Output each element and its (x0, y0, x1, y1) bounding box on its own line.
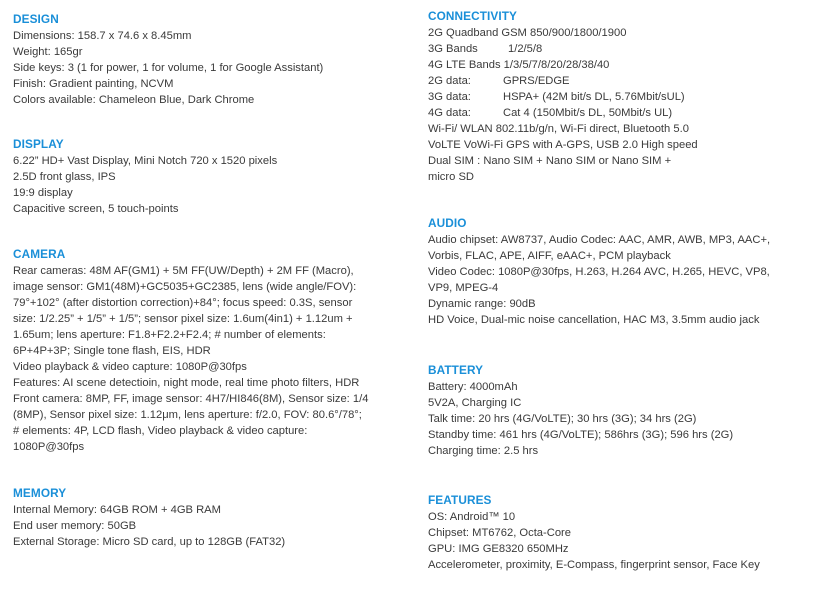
data-4g-value: Cat 4 (150Mbit/s DL, 50Mbit/s UL) (503, 107, 673, 119)
camera-line: Rear cameras: 48M AF(GM1) + 5M FF(UW/Depth) + 2M FF (Macro), (13, 265, 354, 277)
features-section (428, 491, 812, 573)
features-gpu: GPU: IMG GE8320 650MHz (428, 543, 569, 555)
features-os: OS: Android™ 10 (428, 511, 516, 523)
camera-line: Front camera: 8MP, FF, image sensor: 4H7/HI846(8M), Sensor size: 1/4 (13, 393, 369, 405)
design-section (13, 10, 408, 108)
design-finish: Finish: Gradient painting, NCVM (13, 78, 174, 90)
audio-section (428, 214, 812, 328)
display-heading: DISPLAY (13, 137, 64, 151)
design-weight: Weight: 165gr (13, 46, 83, 58)
design-colors: Colors available: Chameleon Blue, Dark Chrome (13, 94, 255, 106)
connectivity-2g-data (428, 73, 812, 89)
display-size: 6.22” HD+ Vast Display, Mini Notch 720 x 1520 pixels (13, 155, 278, 167)
bands-3g-value: 1/2/5/8 (508, 43, 543, 55)
camera-line: # elements: 4P, LCD flash, Video playback & video capture: (13, 425, 308, 437)
battery-capacity: Battery: 4000mAh (428, 381, 518, 393)
memory-external: External Storage: Micro SD card, up to 128GB (FAT32) (13, 536, 286, 548)
display-ratio: 19:9 display (13, 187, 73, 199)
camera-line: 6P+4P+3P; Single tone flash, EIS, HDR (13, 345, 211, 357)
display-touch: Capacitive screen, 5 touch-points (13, 203, 179, 215)
connectivity-heading: CONNECTIVITY (428, 9, 518, 23)
camera-line: 79°+102° (after distortion correction)+84°; focus speed: 0.3S, sensor (13, 297, 353, 309)
connectivity-dual-sim-cont: micro SD (428, 171, 474, 183)
connectivity-4g-data (428, 105, 812, 121)
connectivity-wifi: Wi-Fi/ WLAN 802.11b/g/n, Wi-Fi direct, Bluetooth 5.0 (428, 123, 689, 135)
audio-line: VP9, MPEG-4 (428, 282, 499, 294)
data-2g-label: 2G data: (428, 75, 471, 87)
camera-line: (8MP), Sensor pixel size: 1.12μm, lens aperture: f/2.0, FOV: 80.6°/78°; (13, 409, 362, 421)
memory-user: End user memory: 50GB (13, 520, 137, 532)
camera-line: size: 1/2.25” + 1/5” + 1/5”; sensor pixel size: 1.6um(4in1) + 1.12um + (13, 313, 353, 325)
connectivity-volte: VoLTE VoWi-Fi GPS with A-GPS, USB 2.0 High speed (428, 139, 698, 151)
battery-charging-ic: 5V2A, Charging IC (428, 397, 522, 409)
battery-section (428, 361, 812, 459)
camera-heading: CAMERA (13, 247, 66, 261)
battery-standby-time: Standby time: 461 hrs (4G/VoLTE); 586hrs (3G); 596 hrs (2G) (428, 429, 734, 441)
bands-3g-label: 3G Bands (428, 43, 478, 55)
camera-line: 1.65um; lens aperture: F1.8+F2.2+F2.4; # number of elements: (13, 329, 326, 341)
connectivity-lte: 4G LTE Bands 1/3/5/7/8/20/28/38/40 (428, 59, 610, 71)
camera-line: Features: AI scene detectioin, night mode, real time photo filters, HDR (13, 377, 360, 389)
audio-line: Audio chipset: AW8737, Audio Codec: AAC, AMR, AWB, MP3, AAC+, (428, 234, 771, 246)
audio-line: Video Codec: 1080P@30fps, H.263, H.264 AVC, H.265, HEVC, VP8, (428, 266, 770, 278)
data-3g-label: 3G data: (428, 91, 471, 103)
connectivity-gsm: 2G Quadband GSM 850/900/1800/1900 (428, 27, 627, 39)
features-chipset: Chipset: MT6762, Octa-Core (428, 527, 572, 539)
features-heading: FEATURES (428, 493, 492, 507)
connectivity-section (428, 7, 812, 185)
audio-line: Dynamic range: 90dB (428, 298, 536, 310)
connectivity-3g-data (428, 89, 812, 105)
data-4g-label: 4G data: (428, 107, 471, 119)
design-dimensions: Dimensions: 158.7 x 74.6 x 8.45mm (13, 30, 192, 42)
audio-heading: AUDIO (428, 216, 467, 230)
connectivity-3g-bands (428, 41, 812, 57)
data-3g-value: HSPA+ (42M bit/s DL, 5.76Mbit/sUL) (503, 91, 685, 103)
camera-line: 1080P@30fps (13, 441, 85, 453)
design-heading: DESIGN (13, 12, 59, 26)
camera-section (13, 245, 408, 455)
battery-talk-time: Talk time: 20 hrs (4G/VoLTE); 30 hrs (3G); 34 hrs (2G) (428, 413, 697, 425)
design-side-keys: Side keys: 3 (1 for power, 1 for volume, 1 for Google Assistant) (13, 62, 324, 74)
memory-internal: Internal Memory: 64GB ROM + 4GB RAM (13, 504, 221, 516)
battery-charging-time: Charging time: 2.5 hrs (428, 445, 539, 457)
camera-line: Video playback & video capture: 1080P@30fps (13, 361, 247, 373)
display-section (13, 135, 408, 217)
data-2g-value: GPRS/EDGE (503, 75, 570, 87)
features-sensors: Accelerometer, proximity, E-Compass, fingerprint sensor, Face Key (428, 559, 760, 571)
connectivity-dual-sim: Dual SIM : Nano SIM + Nano SIM or Nano SIM + (428, 155, 672, 167)
camera-line: image sensor: GM1(48M)+GC5035+GC2385, lens (wide angle/FOV): (13, 281, 357, 293)
battery-heading: BATTERY (428, 363, 484, 377)
audio-line: HD Voice, Dual-mic noise cancellation, HAC M3, 3.5mm audio jack (428, 314, 760, 326)
display-glass: 2.5D front glass, IPS (13, 171, 116, 183)
memory-section (13, 484, 408, 550)
audio-line: Vorbis, FLAC, APE, AIFF, eAAC+, PCM playback (428, 250, 671, 262)
memory-heading: MEMORY (13, 486, 67, 500)
